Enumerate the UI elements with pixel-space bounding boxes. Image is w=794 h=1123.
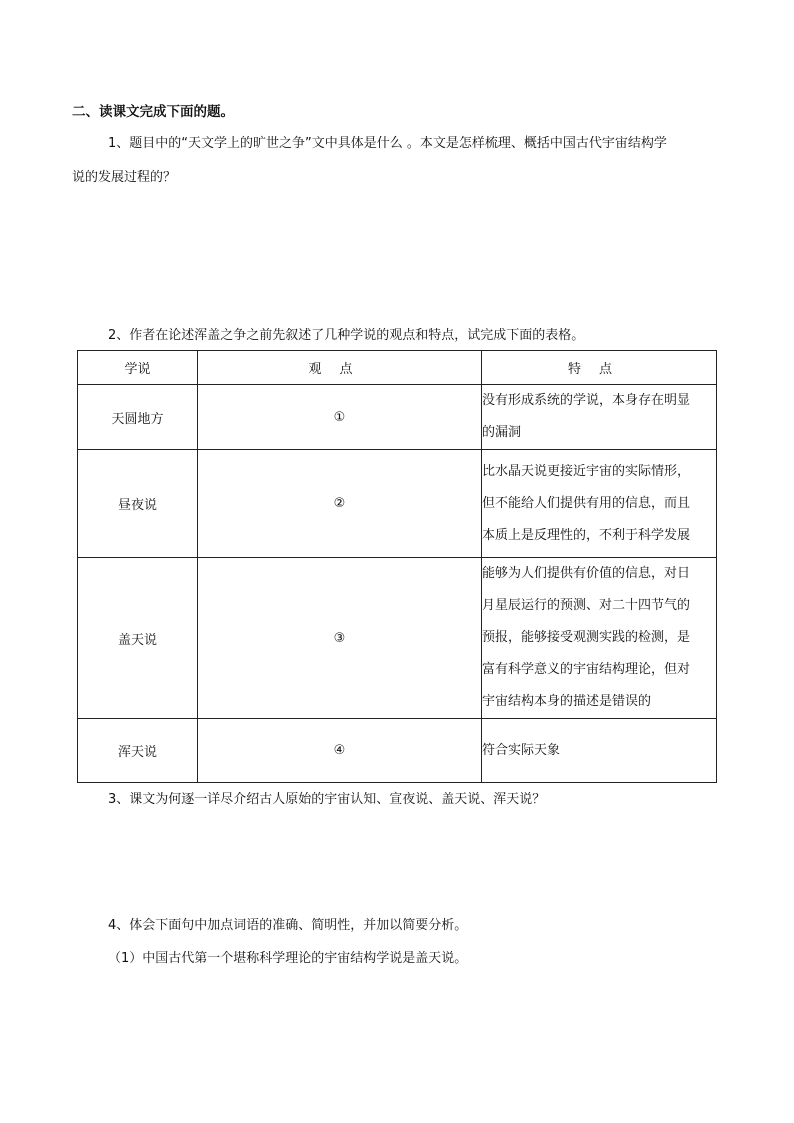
feature-line: 预报，能够接受观测实践的检测，是: [482, 630, 691, 645]
table-row: [78, 558, 717, 719]
theory-name: 昼夜说: [78, 450, 198, 558]
feature-line: 本质上是反理性的，不利于科学发展: [482, 527, 691, 543]
feature-line: 富有科学意义的宇宙结构理论，但对: [482, 662, 691, 677]
feature-line: 没有形成系统的学说，本身存在明显: [482, 393, 691, 408]
feature-line: 能够为人们提供有价值的信息，对日: [482, 566, 691, 581]
table-row: [78, 450, 717, 558]
view-placeholder: ①: [198, 385, 482, 450]
theory-table: [77, 350, 717, 783]
view-placeholder: ②: [198, 450, 482, 558]
section-title: 二、读课文完成下面的题。: [72, 104, 234, 120]
feature-cell: [482, 385, 717, 450]
table-row: [78, 719, 717, 783]
header-features: 特点: [482, 351, 717, 385]
feature-cell: [482, 558, 717, 719]
table-row: [78, 385, 717, 450]
question-4: 4、体会下面句中加点词语的准确、简明性，并加以简要分析。: [108, 918, 468, 933]
feature-cell: [482, 719, 717, 783]
header-view: 观点: [198, 351, 482, 385]
feature-line: 比水晶天说更接近宇宙的实际情形，: [482, 463, 691, 479]
feature-line: 的漏洞: [482, 425, 522, 440]
view-placeholder: ③: [198, 558, 482, 719]
table-header-row: [78, 351, 717, 385]
feature-line: 符合实际天象: [482, 742, 561, 758]
header-theory: 学说: [78, 351, 198, 385]
theory-name: 天圆地方: [78, 385, 198, 450]
feature-cell: [482, 450, 717, 558]
question-3: 3、课文为何逐一详尽介绍古人原始的宇宙认知、宣夜说、盖天说、浑天说？: [108, 792, 546, 807]
theory-name: 浑天说: [78, 719, 198, 783]
question-1-line-2: 说的发展过程的？: [72, 170, 177, 185]
question-4-sub-1: （1）中国古代第一个堪称科学理论的宇宙结构学说是盖天说。: [108, 951, 468, 966]
view-placeholder: ④: [198, 719, 482, 783]
theory-name: 盖天说: [78, 558, 198, 719]
feature-line: 月星辰运行的预测、对二十四节气的: [482, 598, 691, 613]
feature-line: 但不能给人们提供有用的信息，而且: [482, 495, 691, 511]
feature-line: 宇宙结构本身的描述是错误的: [482, 694, 652, 709]
question-1-line-1: 1、题目中的“天文学上的旷世之争”文中具体是什么 。本文是怎样梳理、概括中国古代宇宙结构学: [108, 136, 667, 151]
question-2: 2、作者在论述浑盖之争之前先叙述了几种学说的观点和特点，试完成下面的表格。: [108, 328, 585, 343]
